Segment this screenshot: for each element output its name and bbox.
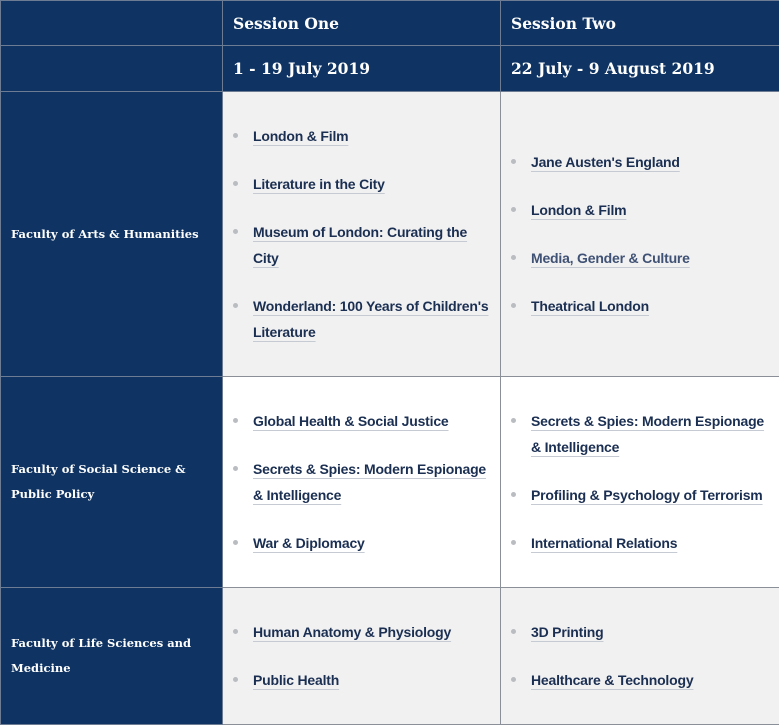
faculty-row-social-science bbox=[1, 377, 779, 588]
session-two-dates: 22 July - 9 August 2019 bbox=[501, 46, 779, 92]
course-list bbox=[223, 123, 500, 345]
session-two-courses bbox=[501, 377, 779, 588]
bullet-icon bbox=[233, 667, 253, 693]
course-link[interactable]: Theatrical London bbox=[531, 298, 649, 314]
session-dates-row bbox=[1, 46, 779, 92]
bullet-icon bbox=[233, 123, 253, 149]
bullet-icon bbox=[511, 149, 531, 175]
list-item bbox=[511, 293, 773, 319]
list-item bbox=[511, 667, 773, 693]
session-one-courses bbox=[223, 377, 501, 588]
faculty-row-life-sciences bbox=[1, 588, 779, 725]
bullet-icon bbox=[511, 619, 531, 645]
bullet-icon bbox=[511, 408, 531, 434]
bullet-icon bbox=[233, 293, 253, 319]
session-two-courses bbox=[501, 588, 779, 725]
list-item bbox=[233, 408, 494, 434]
course-link[interactable]: Human Anatomy & Physiology bbox=[253, 624, 452, 640]
list-item bbox=[511, 197, 773, 223]
list-item bbox=[511, 245, 773, 271]
bullet-icon bbox=[511, 197, 531, 223]
course-link[interactable]: Profiling & Psychology of Terrorism bbox=[531, 487, 763, 503]
faculty-name: Faculty of Social Science & Public Policy bbox=[1, 377, 223, 588]
bullet-icon bbox=[233, 619, 253, 645]
course-link[interactable]: Global Health & Social Justice bbox=[253, 413, 449, 429]
course-link[interactable]: International Relations bbox=[531, 535, 678, 551]
corner-cell bbox=[1, 46, 223, 92]
corner-cell bbox=[1, 1, 223, 46]
course-link[interactable]: Healthcare & Technology bbox=[531, 672, 694, 688]
session-name-row bbox=[1, 1, 779, 46]
faculty-name: Faculty of Arts & Humanities bbox=[1, 92, 223, 377]
course-link[interactable]: War & Diplomacy bbox=[253, 535, 365, 551]
list-item bbox=[511, 482, 773, 508]
session-two-header: Session Two bbox=[501, 1, 779, 46]
bullet-icon bbox=[511, 482, 531, 508]
list-item bbox=[511, 408, 773, 460]
bullet-icon bbox=[511, 245, 531, 271]
bullet-icon bbox=[511, 293, 531, 319]
course-link[interactable]: Media, Gender & Culture bbox=[531, 250, 690, 266]
list-item bbox=[233, 123, 494, 149]
course-link[interactable]: London & Film bbox=[531, 202, 627, 218]
bullet-icon bbox=[233, 530, 253, 556]
bullet-icon bbox=[233, 219, 253, 245]
session-one-courses bbox=[223, 588, 501, 725]
list-item bbox=[233, 219, 494, 271]
course-link[interactable]: Public Health bbox=[253, 672, 340, 688]
session-two-courses bbox=[501, 92, 779, 377]
bullet-icon bbox=[233, 408, 253, 434]
course-list bbox=[501, 619, 779, 693]
list-item bbox=[233, 293, 494, 345]
session-one-dates: 1 - 19 July 2019 bbox=[223, 46, 501, 92]
session-one-header: Session One bbox=[223, 1, 501, 46]
bullet-icon bbox=[233, 456, 253, 482]
course-link[interactable]: Jane Austen's England bbox=[531, 154, 680, 170]
bullet-icon bbox=[511, 667, 531, 693]
list-item bbox=[233, 667, 494, 693]
course-link[interactable]: 3D Printing bbox=[531, 624, 604, 640]
faculty-row-arts bbox=[1, 92, 779, 377]
course-link[interactable]: London & Film bbox=[253, 128, 349, 144]
list-item bbox=[233, 171, 494, 197]
list-item bbox=[511, 619, 773, 645]
course-link[interactable]: Wonderland: 100 Years of Children's Literature bbox=[253, 298, 489, 340]
course-list bbox=[501, 149, 779, 319]
faculty-name: Faculty of Life Sciences and Medicine bbox=[1, 588, 223, 725]
course-link[interactable]: Secrets & Spies: Modern Espionage & Intelligence bbox=[531, 413, 765, 455]
bullet-icon bbox=[511, 530, 531, 556]
list-item bbox=[233, 619, 494, 645]
list-item bbox=[511, 530, 773, 556]
course-link[interactable]: Museum of London: Curating the City bbox=[253, 224, 468, 266]
list-item bbox=[233, 456, 494, 508]
list-item bbox=[511, 149, 773, 175]
course-list bbox=[223, 619, 500, 693]
bullet-icon bbox=[233, 171, 253, 197]
course-link[interactable]: Secrets & Spies: Modern Espionage & Intelligence bbox=[253, 461, 487, 503]
course-list bbox=[223, 408, 500, 556]
course-list bbox=[501, 408, 779, 556]
course-link[interactable]: Literature in the City bbox=[253, 176, 385, 192]
list-item bbox=[233, 530, 494, 556]
session-one-courses bbox=[223, 92, 501, 377]
